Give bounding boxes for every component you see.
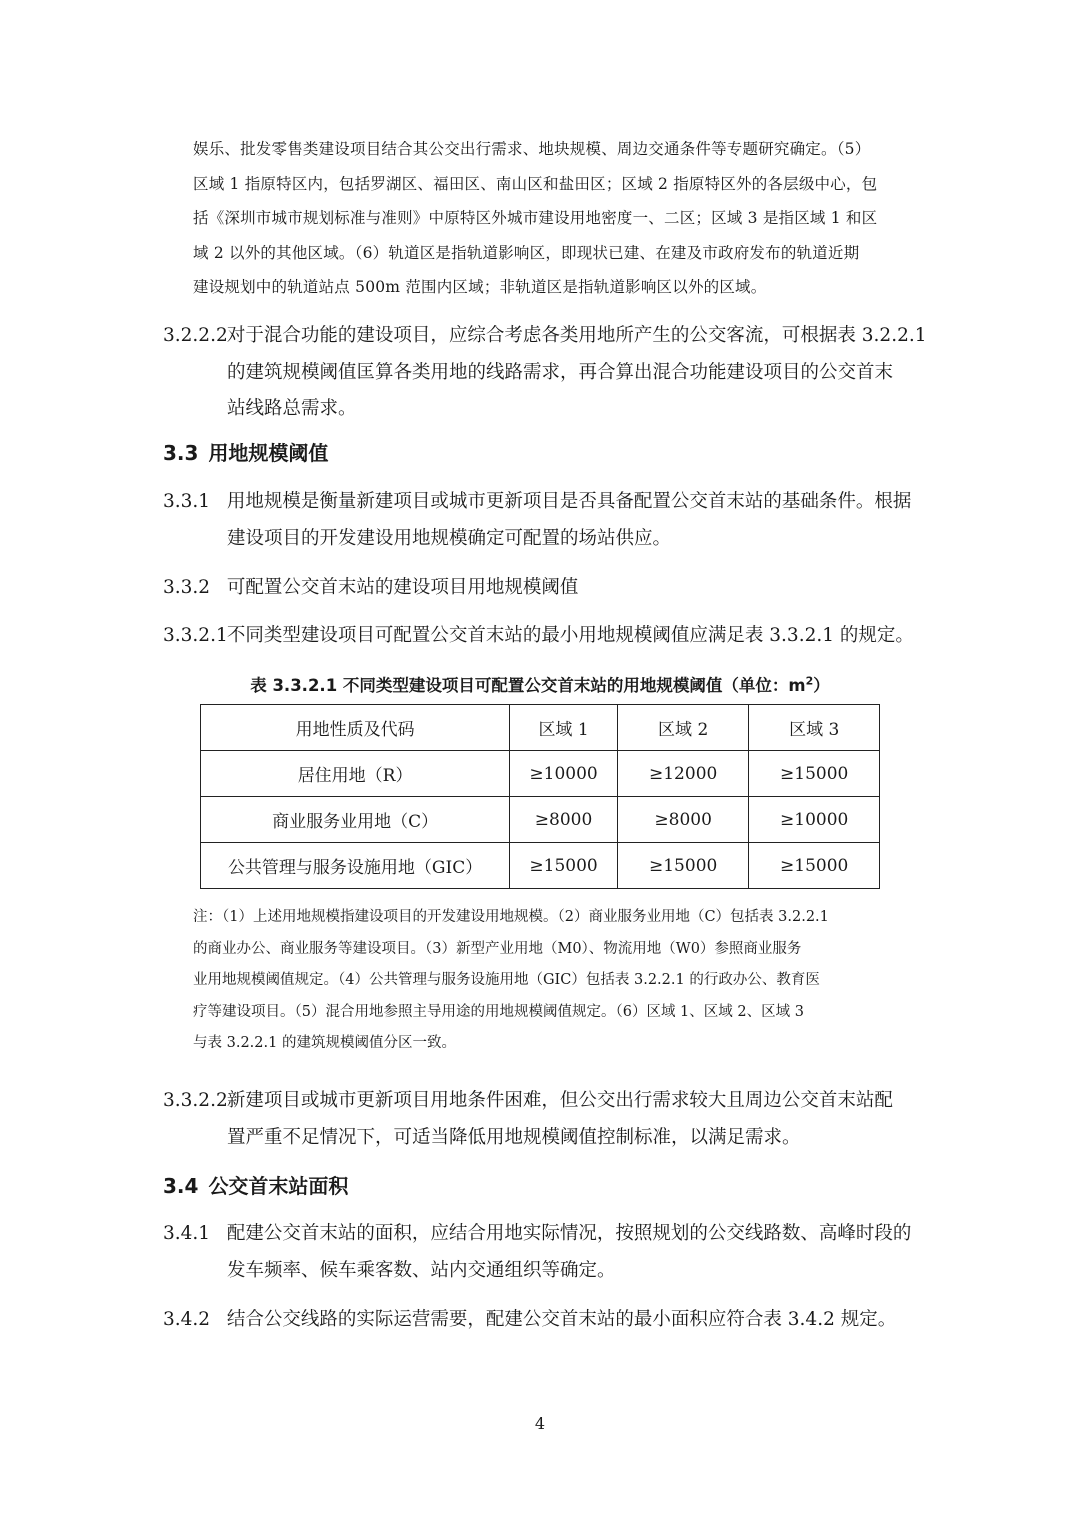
note-line: 区域 1 指原特区内，包括罗湖区、福田区、南山区和盐田区；区域 2 指原特区外的各层级中心，包: [193, 174, 878, 193]
table-header-cell: 区域 2: [617, 705, 749, 751]
clause-3-4-1: [163, 1216, 923, 1289]
clause-number: 3.2.2.2: [163, 325, 228, 346]
clause-number: 3.3.2.1: [163, 625, 228, 646]
clause-text: 结合公交线路的实际运营需要，配建公交首末站的最小面积应符合表 3.4.2 规定。: [226, 1309, 897, 1330]
table-cell: ≥10000: [749, 797, 880, 843]
table-cell: ≥8000: [510, 797, 618, 843]
table-cell: ≥12000: [617, 751, 749, 797]
clause-3-3-2: [163, 570, 923, 607]
clause-number: 3.3.2.2: [163, 1090, 228, 1111]
note-line: 括《深圳市城市规划标准与准则》中原特区外城市建设用地密度一、二区；区域 3 是指区域 1 和区: [193, 209, 878, 227]
previous-table-note: [193, 132, 893, 305]
table-cell: 居住用地（R）: [201, 751, 510, 797]
table-cell: 商业服务业用地（C）: [201, 797, 510, 843]
table-cell: ≥15000: [617, 843, 749, 889]
clause-3-3-1: [163, 484, 923, 557]
table-header-cell: 用地性质及代码: [201, 705, 510, 751]
table-note: [193, 902, 893, 1060]
note-line: 注：（1）上述用地规模指建设项目的开发建设用地规模。（2）商业服务业用地（C）包括表 3.2.2.1: [193, 909, 829, 925]
table-header-cell: 区域 3: [749, 705, 880, 751]
section-heading-3-3: [163, 440, 328, 466]
clause-text: 置严重不足情况下，可适当降低用地规模阈值控制标准，以满足需求。: [227, 1126, 801, 1148]
clause-text: 可配置公交首末站的建设项目用地规模阈值: [226, 577, 579, 598]
table-cell: ≥15000: [510, 843, 618, 889]
table-caption-end: ）: [813, 676, 830, 695]
clause-text: 对于混合功能的建设项目，应综合考虑各类用地所产生的公交客流，可根据表 3.2.2.1: [226, 325, 927, 346]
clause-text: 配建公交首末站的面积，应结合用地实际情况，按照规划的公交线路数、高峰时段的: [226, 1223, 912, 1244]
clause-text: 的建筑规模阈值匡算各类用地的线路需求，再合算出混合功能建设项目的公交首末: [227, 361, 894, 383]
note-line: 域 2 以外的其他区域。（6）轨道区是指轨道影响区，即现状已建、在建及市政府发布的轨道近期: [193, 243, 860, 262]
table-cell: 公共管理与服务设施用地（GIC）: [201, 843, 510, 889]
table-cell: ≥10000: [510, 751, 618, 797]
table-row: [201, 843, 880, 889]
clause-3-3-2-2: [163, 1083, 923, 1156]
note-line: 建设规划中的轨道站点 500m 范围内区域；非轨道区是指轨道影响区以外的区域。: [193, 278, 767, 296]
table-row: [201, 797, 880, 843]
table-row: [201, 751, 880, 797]
table-cell: ≥15000: [749, 843, 880, 889]
clause-3-4-2: [163, 1302, 923, 1339]
clause-number: 3.3.2: [163, 577, 211, 598]
clause-text: 站线路总需求。: [227, 398, 357, 419]
note-line: 疗等建设项目。（5）混合用地参照主导用途的用地规模阈值规定。（6）区域 1、区域 2、区域 3: [193, 1003, 804, 1020]
table-header-row: [201, 705, 880, 751]
clause-text: 用地规模是衡量新建项目或城市更新项目是否具备配置公交首末站的基础条件。根据: [226, 491, 912, 512]
clause-text: 新建项目或城市更新项目用地条件困难，但公交出行需求较大且周边公交首末站配: [226, 1090, 893, 1111]
table-cell: ≥15000: [749, 751, 880, 797]
section-number: 3.3: [163, 441, 199, 465]
section-title: 用地规模阈值: [208, 441, 329, 465]
clause-text: 发车频率、候车乘客数、站内交通组织等确定。: [227, 1259, 616, 1281]
clause-number: 3.3.1: [163, 491, 211, 512]
table-caption-superscript: 2: [805, 674, 814, 688]
table-caption-text: 表 3.3.2.1 不同类型建设项目可配置公交首末站的用地规模阈值（单位：m: [250, 676, 806, 695]
table-header-cell: 区域 1: [510, 705, 618, 751]
page-number: 4: [534, 1414, 546, 1433]
clause-text: 建设项目的开发建设用地规模确定可配置的场站供应。: [227, 527, 672, 549]
note-line: 业用地规模阈值规定。（4）公共管理与服务设施用地（GIC）包括表 3.2.2.1 的行政办公、教育医: [193, 972, 820, 988]
section-heading-3-4: [163, 1173, 348, 1199]
section-title: 公交首末站面积: [208, 1174, 349, 1198]
clause-number: 3.4.1: [163, 1223, 211, 1244]
note-line: 的商业办公、商业服务等建设项目。（3）新型产业用地（M0）、物流用地（W0）参照商业服务: [193, 940, 802, 957]
table-cell: ≥8000: [617, 797, 749, 843]
note-line: 与表 3.2.2.1 的建筑规模阈值分区一致。: [193, 1035, 456, 1051]
clause-text: 不同类型建设项目可配置公交首末站的最小用地规模阈值应满足表 3.3.2.1 的规定。: [226, 625, 914, 646]
table-caption: [0, 675, 1080, 697]
note-line: 娱乐、批发零售类建设项目结合其公交出行需求、地块规模、周边交通条件等专题研究确定。（5）: [193, 140, 871, 158]
section-number: 3.4: [163, 1174, 199, 1198]
clause-3-2-2-2: [163, 318, 927, 428]
clause-3-3-2-1: [163, 618, 923, 655]
land-scale-threshold-table: [200, 704, 880, 889]
clause-number: 3.4.2: [163, 1309, 211, 1330]
